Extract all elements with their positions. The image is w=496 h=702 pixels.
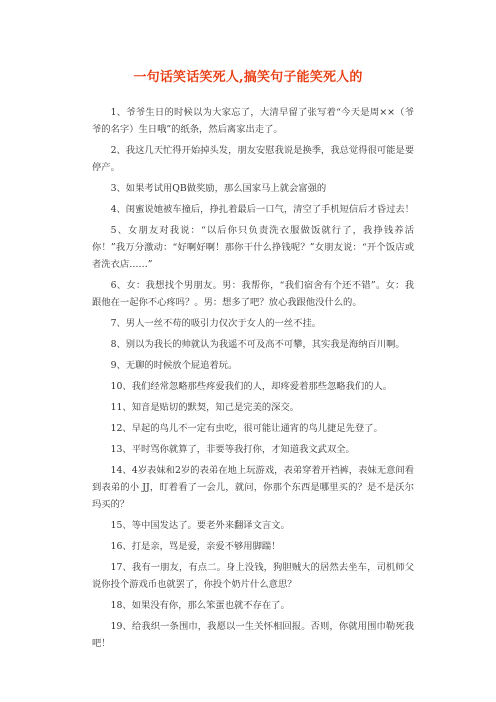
- list-item: 3、如果考试用QB做奖励，那么国家马上就会富强的: [110, 183, 327, 194]
- list-item: 8、别以为我长的帅就认为我遥不可及高不可攀，其实我是海纳百川啊。: [110, 339, 405, 350]
- list-item: 2、我这几天忙得开始掉头发，朋友安慰我说是换季，我总觉得很可能是要停产。: [92, 145, 415, 173]
- list-item: 6、女：我想找个男朋友。男：我帮你，“我们宿舍有个还不错”。女：我跟他在一起你不心疼吗？。男：想多了吧？放心我跟他没什么的。: [92, 280, 414, 308]
- list-item: 11、知音是贴切的默契，知己是完美的深交。: [110, 402, 300, 413]
- list-item: 19、给我织一条围巾，我愿以一生关怀相回报。否则，你就用围巾勒死我吧！: [92, 621, 414, 649]
- list-item: 15、等中国发达了。要老外来翻译文言文。: [110, 520, 290, 531]
- list-item: 17、我有一朋友，有点二。身上没钱，狗胆贼大的居然去坐车，司机师父说你投个游戏币也就罢了，你投个奶片什么意思？: [92, 562, 414, 590]
- list-item: 13、平时骂你就算了，非要等我打你，才知道我文武双全。: [110, 444, 355, 455]
- list-item: 14、4岁表妹和2岁的表弟在地上玩游戏，表弟穿着开裆裤，表妹无意间看到表弟的小 JJ，盯着看了一会儿，就问，你那个东西是哪里买的？是不是沃尔玛买的？: [92, 465, 414, 510]
- document-title: 一句话笑话笑死人,搞笑句子能笑死人的: [133, 70, 363, 85]
- list-item: 1、爷爷生日的时候以为大家忘了，大清早留了张写着“今天是周××（爷爷的名字）生日哦”的纸条，然后离家出走了。: [92, 107, 414, 135]
- list-item: 9、无聊的时候放个屁追着玩。: [110, 360, 238, 371]
- list-item: 4、闺蜜说她被车撞后，挣扎着最后一口气，清空了手机短信后才昏过去！: [110, 204, 415, 215]
- joke-list: [92, 104, 414, 656]
- list-item: 12、早起的鸟儿不一定有虫吃，很可能让通宵的鸟儿捷足先登了。: [110, 423, 383, 434]
- list-item: 5、女朋友对我说：“以后你只负责洗衣服做饭就行了，我挣钱养活你！”我万分激动：“好啊好啊！那你干什么挣钱呢？”女朋友说：“开个饭店或者洗衣店……”: [92, 225, 414, 270]
- list-item: 10、我们经常忽略那些疼爱我们的人，却疼爱着那些忽略我们的人。: [110, 381, 393, 392]
- list-item: 18、如果没有你，那么笨蛋也就不存在了。: [110, 600, 290, 611]
- list-item: 16、打是亲，骂是爱，亲爱不够用脚踹！: [110, 541, 281, 552]
- list-item: 7、男人一丝不苟的吸引力仅次于女人的一丝不挂。: [110, 318, 322, 329]
